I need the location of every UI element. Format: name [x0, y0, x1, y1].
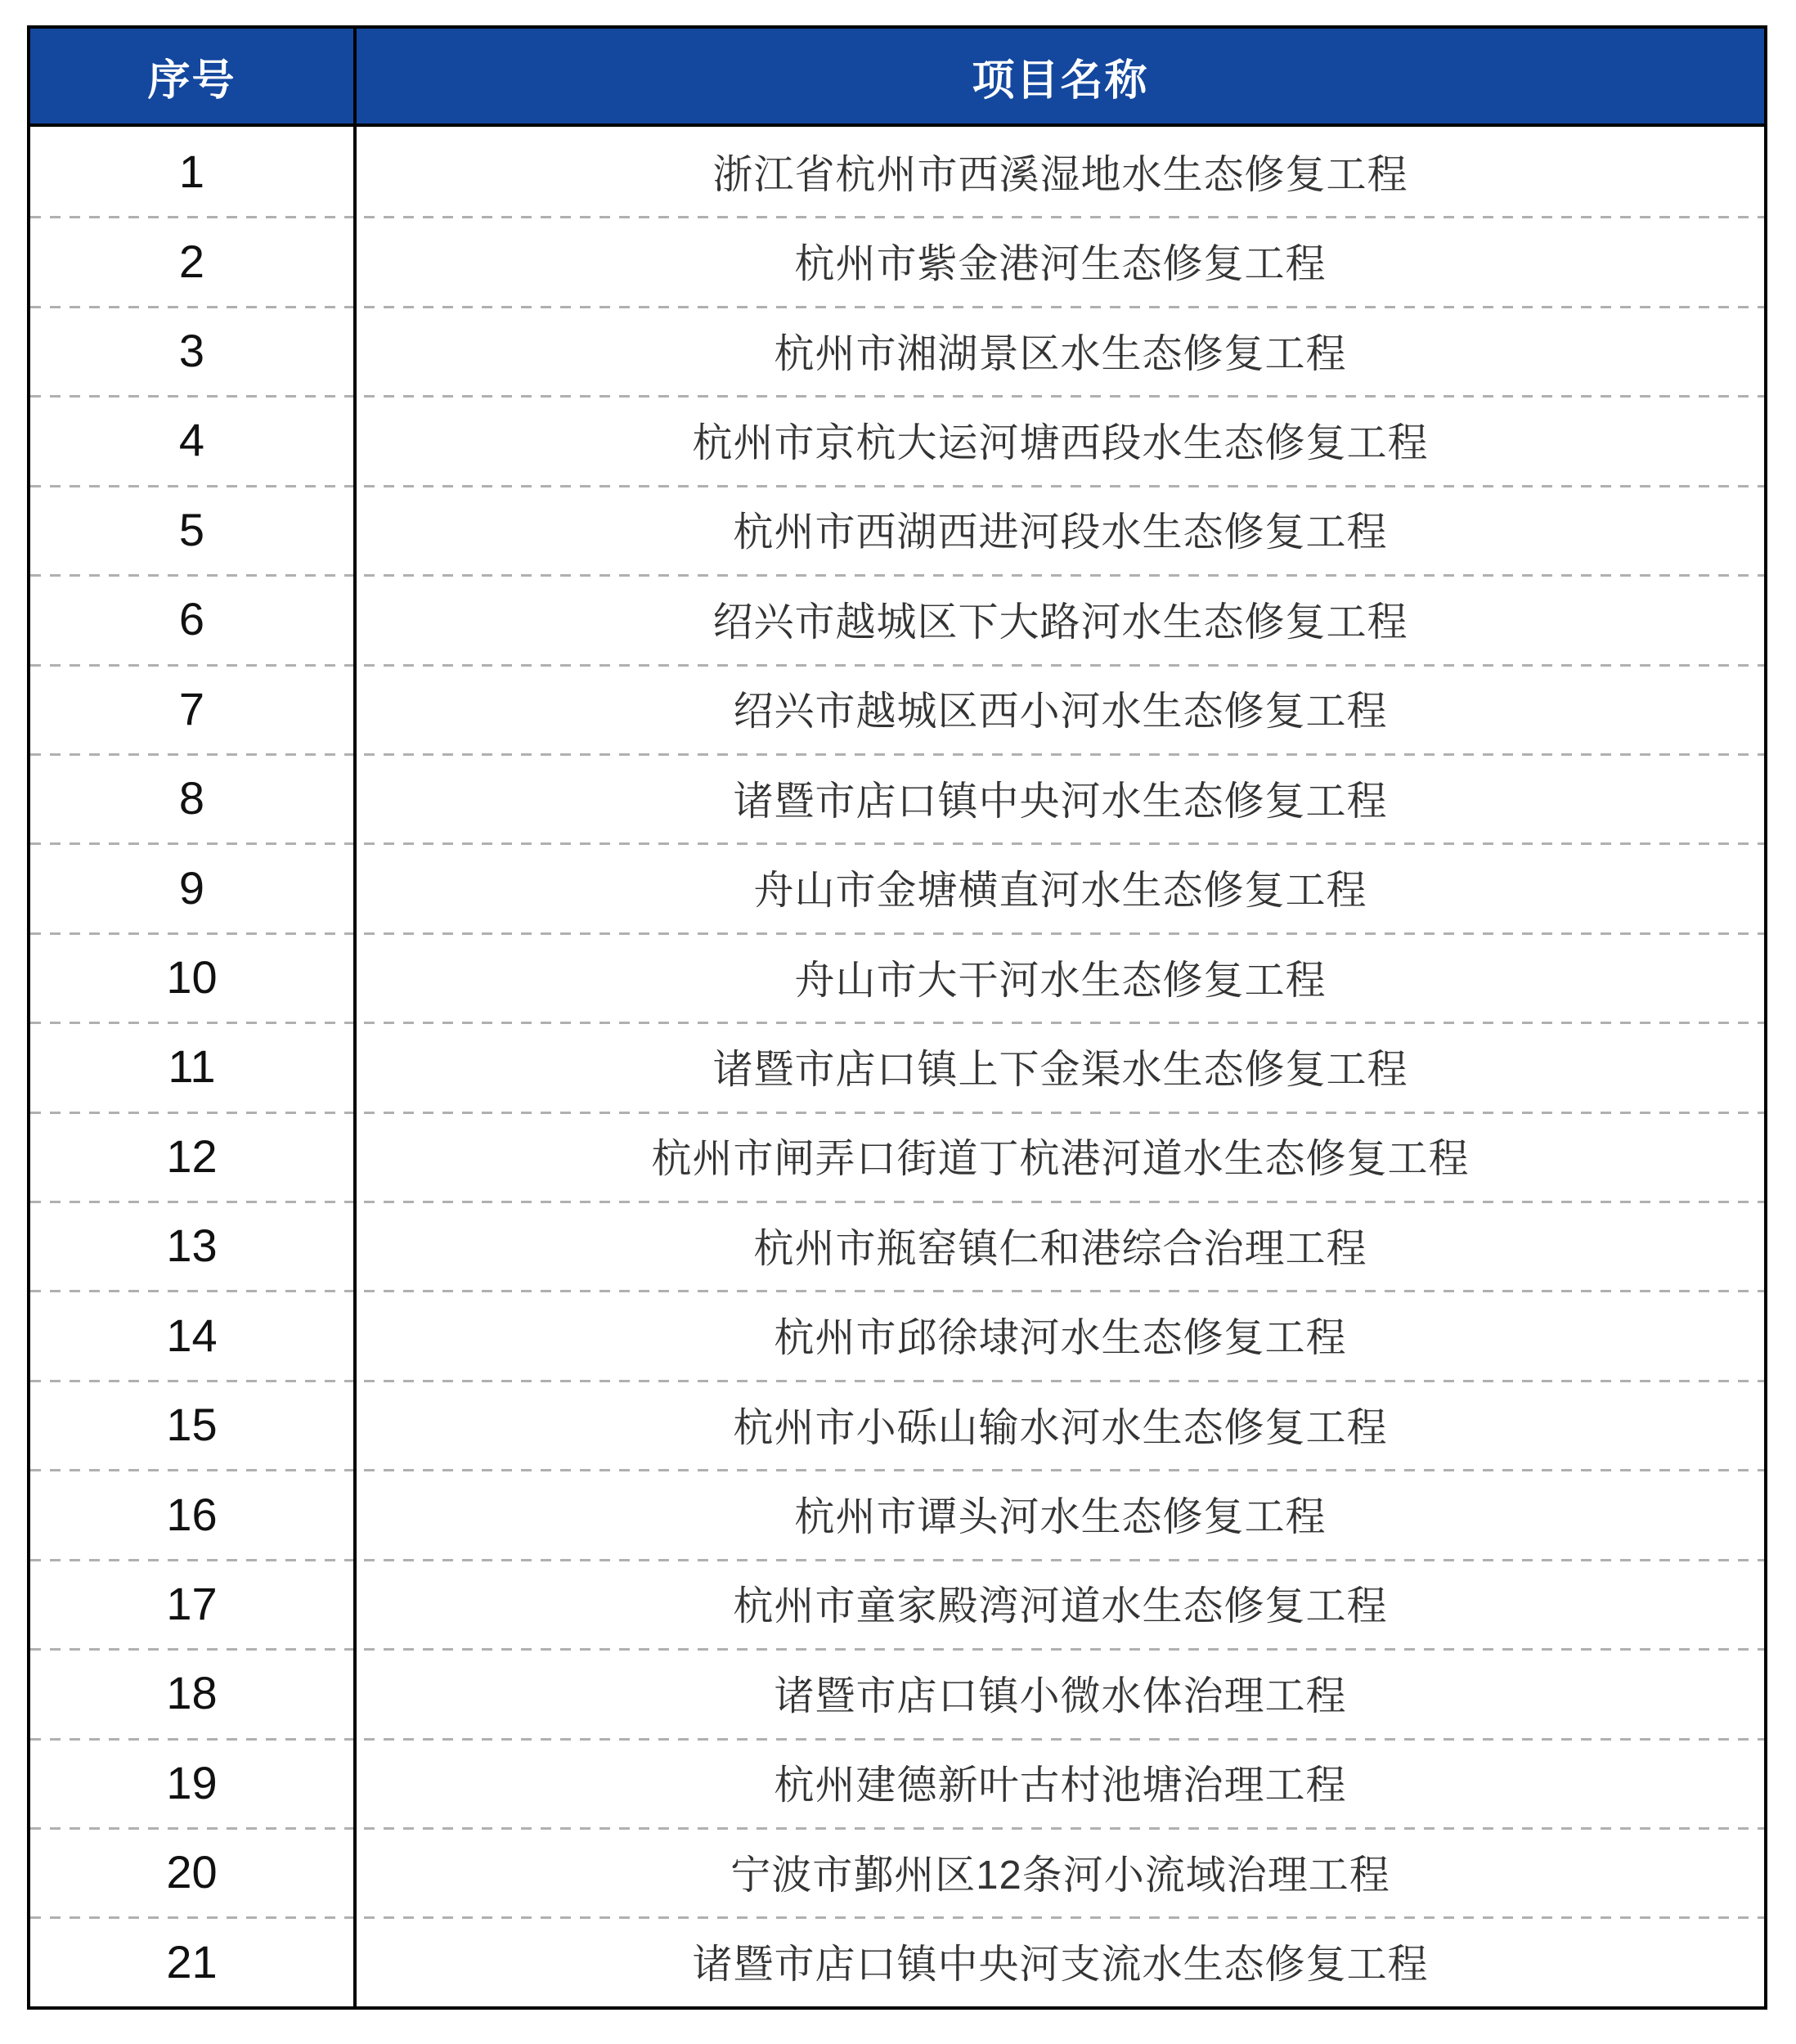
row-serial-number: 18: [30, 1648, 357, 1737]
row-serial-number: 14: [30, 1290, 357, 1379]
row-project-name: 杭州建德新叶古村池塘治理工程: [774, 1763, 1347, 1808]
table-row: [30, 395, 1764, 484]
table-row: [30, 1827, 1764, 1916]
table-row: [30, 1916, 1764, 2006]
row-serial-number: 11: [30, 1022, 357, 1111]
row-project-name: 绍兴市越城区西小河水生态修复工程: [733, 690, 1388, 734]
header-serial-number: 序号: [30, 29, 357, 124]
row-project-name: 舟山市大干河水生态修复工程: [794, 958, 1327, 1003]
row-project-name: 杭州市邱徐埭河水生态修复工程: [774, 1316, 1347, 1361]
table-row: [30, 1290, 1764, 1379]
row-serial-number: 3: [30, 306, 357, 395]
row-serial-number: 12: [30, 1112, 357, 1201]
row-serial-number: 1: [30, 127, 357, 216]
row-serial-number: 16: [30, 1469, 357, 1558]
row-serial-number: 4: [30, 395, 357, 484]
table-body: [30, 127, 1764, 2006]
table-row: [30, 216, 1764, 305]
row-serial-number: 21: [30, 1916, 357, 2006]
table-row: [30, 1112, 1764, 1201]
row-project-name: 诸暨市店口镇中央河水生态修复工程: [733, 779, 1388, 824]
row-project-name: 宁波市鄞州区12条河小流域治理工程: [730, 1853, 1390, 1898]
row-project-name: 杭州市紫金港河生态修复工程: [794, 242, 1327, 287]
row-project-name: 杭州市湘湖景区水生态修复工程: [774, 331, 1347, 376]
row-serial-number: 13: [30, 1201, 357, 1290]
row-project-name: 绍兴市越城区下大路河水生态修复工程: [712, 600, 1408, 645]
row-serial-number: 5: [30, 485, 357, 574]
project-table: [27, 25, 1767, 2010]
row-project-name: 诸暨市店口镇小微水体治理工程: [774, 1673, 1347, 1718]
row-project-name: 浙江省杭州市西溪湿地水生态修复工程: [712, 152, 1408, 197]
row-serial-number: 9: [30, 842, 357, 932]
row-project-name: 杭州市瓶窑镇仁和港综合治理工程: [753, 1226, 1367, 1271]
table-row: [30, 485, 1764, 574]
row-serial-number: 10: [30, 932, 357, 1022]
row-serial-number: 8: [30, 753, 357, 842]
row-project-name: 杭州市谭头河水生态修复工程: [794, 1495, 1327, 1540]
table-row: [30, 1559, 1764, 1648]
row-project-name: 杭州市小砾山输水河水生态修复工程: [733, 1405, 1388, 1450]
table-row: [30, 842, 1764, 932]
row-serial-number: 6: [30, 574, 357, 663]
row-project-name: 杭州市童家殿湾河道水生态修复工程: [733, 1584, 1388, 1629]
table-row: [30, 1648, 1764, 1737]
row-serial-number: 15: [30, 1380, 357, 1469]
row-project-name: 诸暨市店口镇中央河支流水生态修复工程: [692, 1943, 1429, 1988]
row-project-name: 杭州市西湖西进河段水生态修复工程: [733, 510, 1388, 555]
table-row: [30, 1201, 1764, 1290]
row-serial-number: 20: [30, 1827, 357, 1916]
table-header-row: [30, 29, 1764, 127]
table-row: [30, 753, 1764, 842]
table-row: [30, 306, 1764, 395]
row-serial-number: 17: [30, 1559, 357, 1648]
row-project-name: 杭州市京杭大运河塘西段水生态修复工程: [692, 420, 1429, 465]
row-project-name: 舟山市金塘横直河水生态修复工程: [753, 869, 1367, 914]
table-row: [30, 932, 1764, 1022]
row-serial-number: 2: [30, 216, 357, 305]
row-project-name: 诸暨市店口镇上下金渠水生态修复工程: [712, 1047, 1408, 1092]
table-row: [30, 127, 1764, 216]
header-project-name: 项目名称: [972, 56, 1149, 105]
table-row: [30, 1469, 1764, 1558]
table-row: [30, 1022, 1764, 1111]
table-row: [30, 574, 1764, 663]
table-row: [30, 1738, 1764, 1827]
table-row: [30, 664, 1764, 753]
table-row: [30, 1380, 1764, 1469]
row-serial-number: 7: [30, 664, 357, 753]
row-serial-number: 19: [30, 1738, 357, 1827]
row-project-name: 杭州市闸弄口街道丁杭港河道水生态修复工程: [651, 1137, 1470, 1182]
